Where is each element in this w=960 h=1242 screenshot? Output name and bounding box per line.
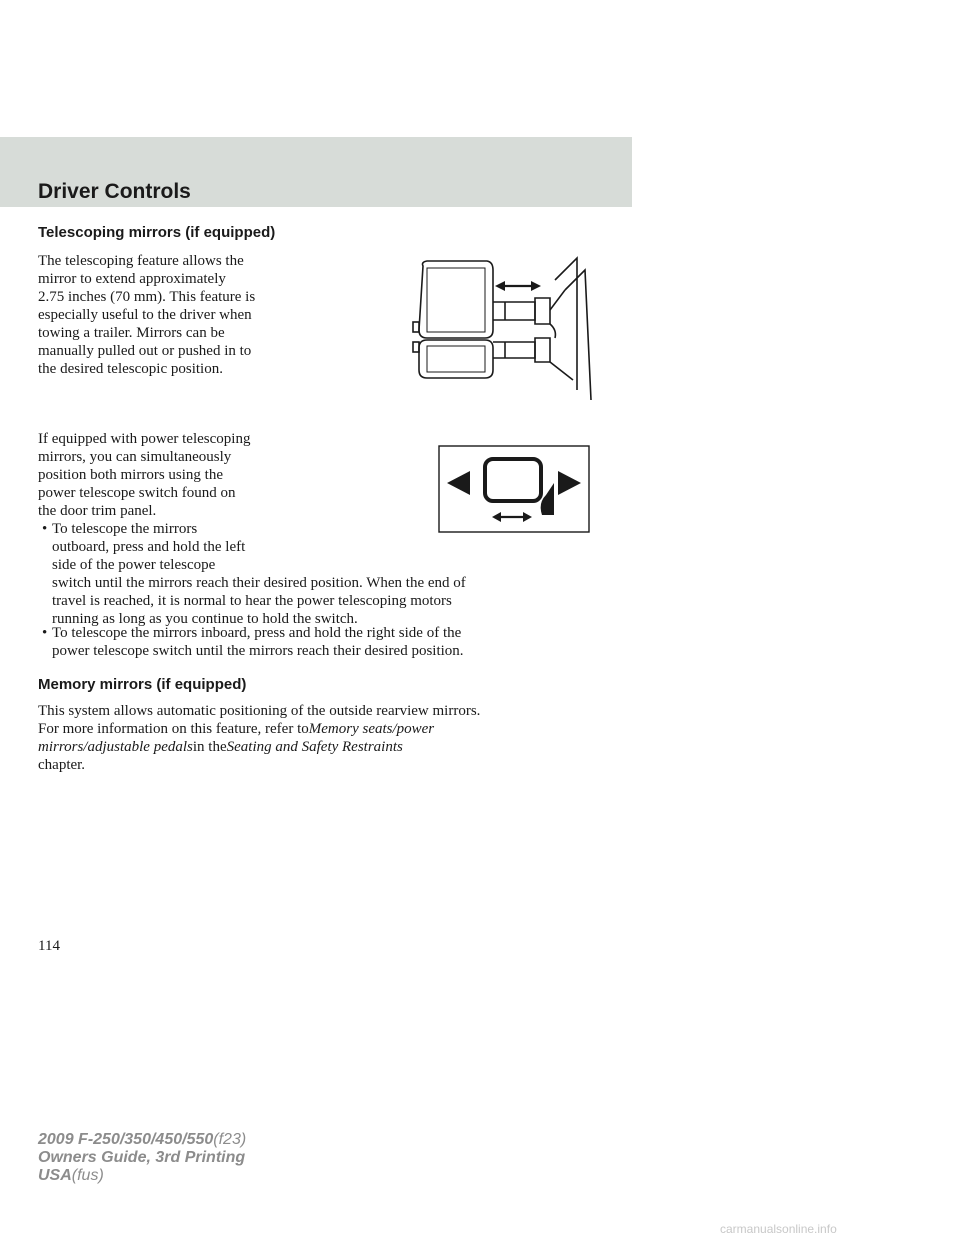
text-line: 2.75 inches (70 mm). This feature is — [38, 289, 256, 305]
footer-line-guide — [38, 1149, 245, 1167]
text-line: towing a trailer. Mirrors can be — [38, 325, 225, 341]
text-line: switch until the mirrors reach their desired position. When the end of — [52, 575, 466, 591]
text-line: mirrors, you can simultaneously — [38, 449, 232, 465]
text-line — [38, 738, 403, 756]
cross-reference-link: Memory seats/power — [308, 721, 435, 737]
text-line: This system allows automatic positioning of the outside rearview mirrors. — [38, 703, 481, 719]
text-line: To telescope the mirrors — [52, 521, 198, 537]
switch-drawing — [438, 445, 590, 533]
cross-reference-link: mirrors/adjustable pedals — [38, 739, 193, 755]
text-line: chapter. — [38, 757, 86, 773]
footer-region-code: (fus) — [71, 1167, 104, 1184]
bullet-dot: • — [42, 521, 48, 537]
footer-region: USA — [38, 1167, 72, 1184]
text-line: position both mirrors using the — [38, 467, 223, 483]
footer-line-model — [38, 1131, 246, 1149]
footer-code: (f23) — [213, 1131, 247, 1148]
footer-line-region — [38, 1167, 104, 1185]
text-line: mirror to extend approximately — [38, 271, 226, 287]
text-line: travel is reached, it is normal to hear the power telescoping motors — [52, 593, 452, 609]
telescoping-mirror-illustration — [405, 250, 595, 400]
text-line: power telescope switch found on — [38, 485, 236, 501]
footer-guide: Owners Guide, 3rd Printing — [38, 1149, 246, 1166]
mirror-drawing — [405, 250, 595, 400]
text-line: the door trim panel. — [38, 503, 157, 519]
memory-heading: Memory mirrors (if equipped) — [38, 676, 247, 693]
bullet-dot: • — [42, 625, 48, 641]
footer-model: 2009 F-250/350/450/550 — [38, 1131, 214, 1148]
text-line: outboard, press and hold the left — [52, 539, 246, 555]
text-line: side of the power telescope — [52, 557, 216, 573]
text-span: For more information on this feature, refer to — [38, 721, 309, 737]
text-line: The telescoping feature allows the — [38, 253, 244, 269]
text-line — [38, 720, 434, 738]
text-line: To telescope the mirrors inboard, press and hold the right side of the — [52, 625, 462, 641]
text-span: in the — [192, 739, 227, 755]
telescoping-heading: Telescoping mirrors (if equipped) — [38, 224, 276, 241]
text-line: If equipped with power telescoping — [38, 431, 251, 447]
chapter-reference: Seating and Safety Restraints — [226, 739, 403, 755]
text-line: manually pulled out or pushed in to — [38, 343, 252, 359]
watermark: carmanualsonline.info — [720, 1222, 837, 1236]
section-title: Driver Controls — [38, 180, 191, 203]
page-number: 114 — [38, 938, 60, 954]
text-line: especially useful to the driver when — [38, 307, 252, 323]
text-line: power telescope switch until the mirrors reach their desired position. — [52, 643, 464, 659]
text-line: running as long as you continue to hold the switch. — [52, 611, 358, 627]
text-line: the desired telescopic position. — [38, 361, 223, 377]
power-telescope-switch-illustration — [438, 445, 590, 533]
